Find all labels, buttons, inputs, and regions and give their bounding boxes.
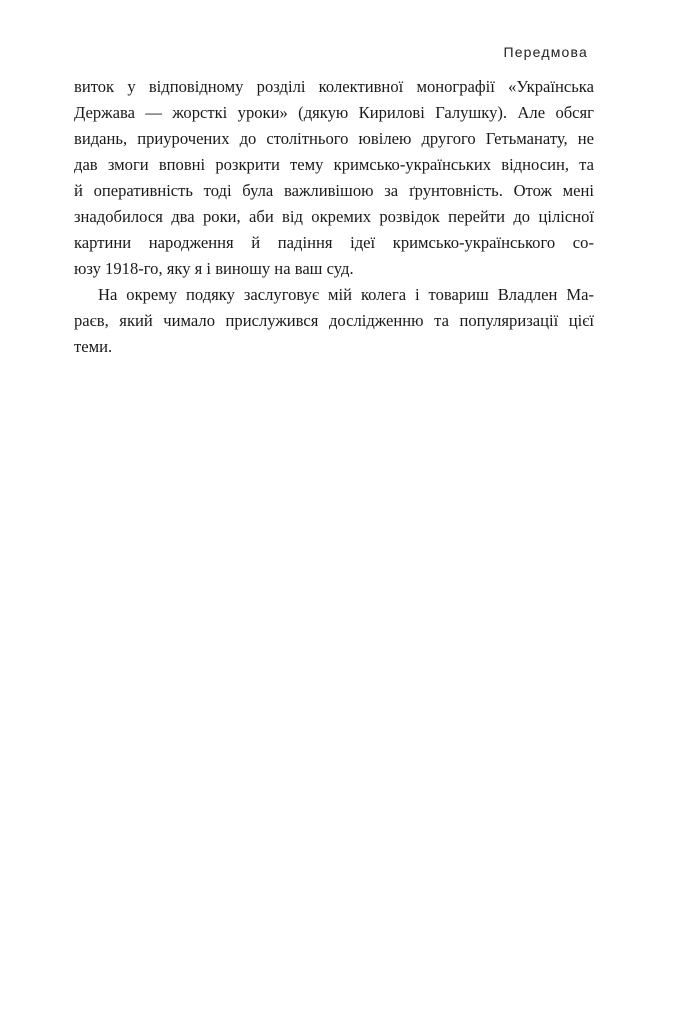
- text-line: й оперативність тоді була важливішою за ґрунтовність. Отож мені: [74, 181, 594, 200]
- text-line: знадобилося два роки, аби від окремих розвідок перейти до цілісної: [74, 207, 594, 226]
- running-head: Передмова: [503, 44, 588, 60]
- paragraph-2: [74, 282, 594, 360]
- text-line: Держава — жорсткі уроки» (дякую Кирилові Галушку). Але обсяг: [74, 103, 594, 122]
- text-line: раєв, який чимало прислужився дослідженню та популяризації цієї: [74, 311, 594, 330]
- text-line: видань, приурочених до столітнього ювілею другого Гетьманату, не: [74, 129, 594, 148]
- text-line: юзу 1918-го, яку я і виношу на ваш суд.: [74, 259, 354, 278]
- text-line: На окрему подяку заслуговує мій колега і товариш Владлен Ма-: [98, 285, 594, 304]
- paragraph-1: [74, 74, 594, 282]
- body-text: [74, 74, 594, 360]
- text-line: дав змоги вповні розкрити тему кримсько-українських відносин, та: [74, 155, 594, 174]
- text-line: виток у відповідному розділі колективної монографії «Українська: [74, 77, 594, 96]
- text-line: теми.: [74, 337, 113, 356]
- text-line: картини народження й падіння ідеї кримсько-українського со-: [74, 233, 594, 252]
